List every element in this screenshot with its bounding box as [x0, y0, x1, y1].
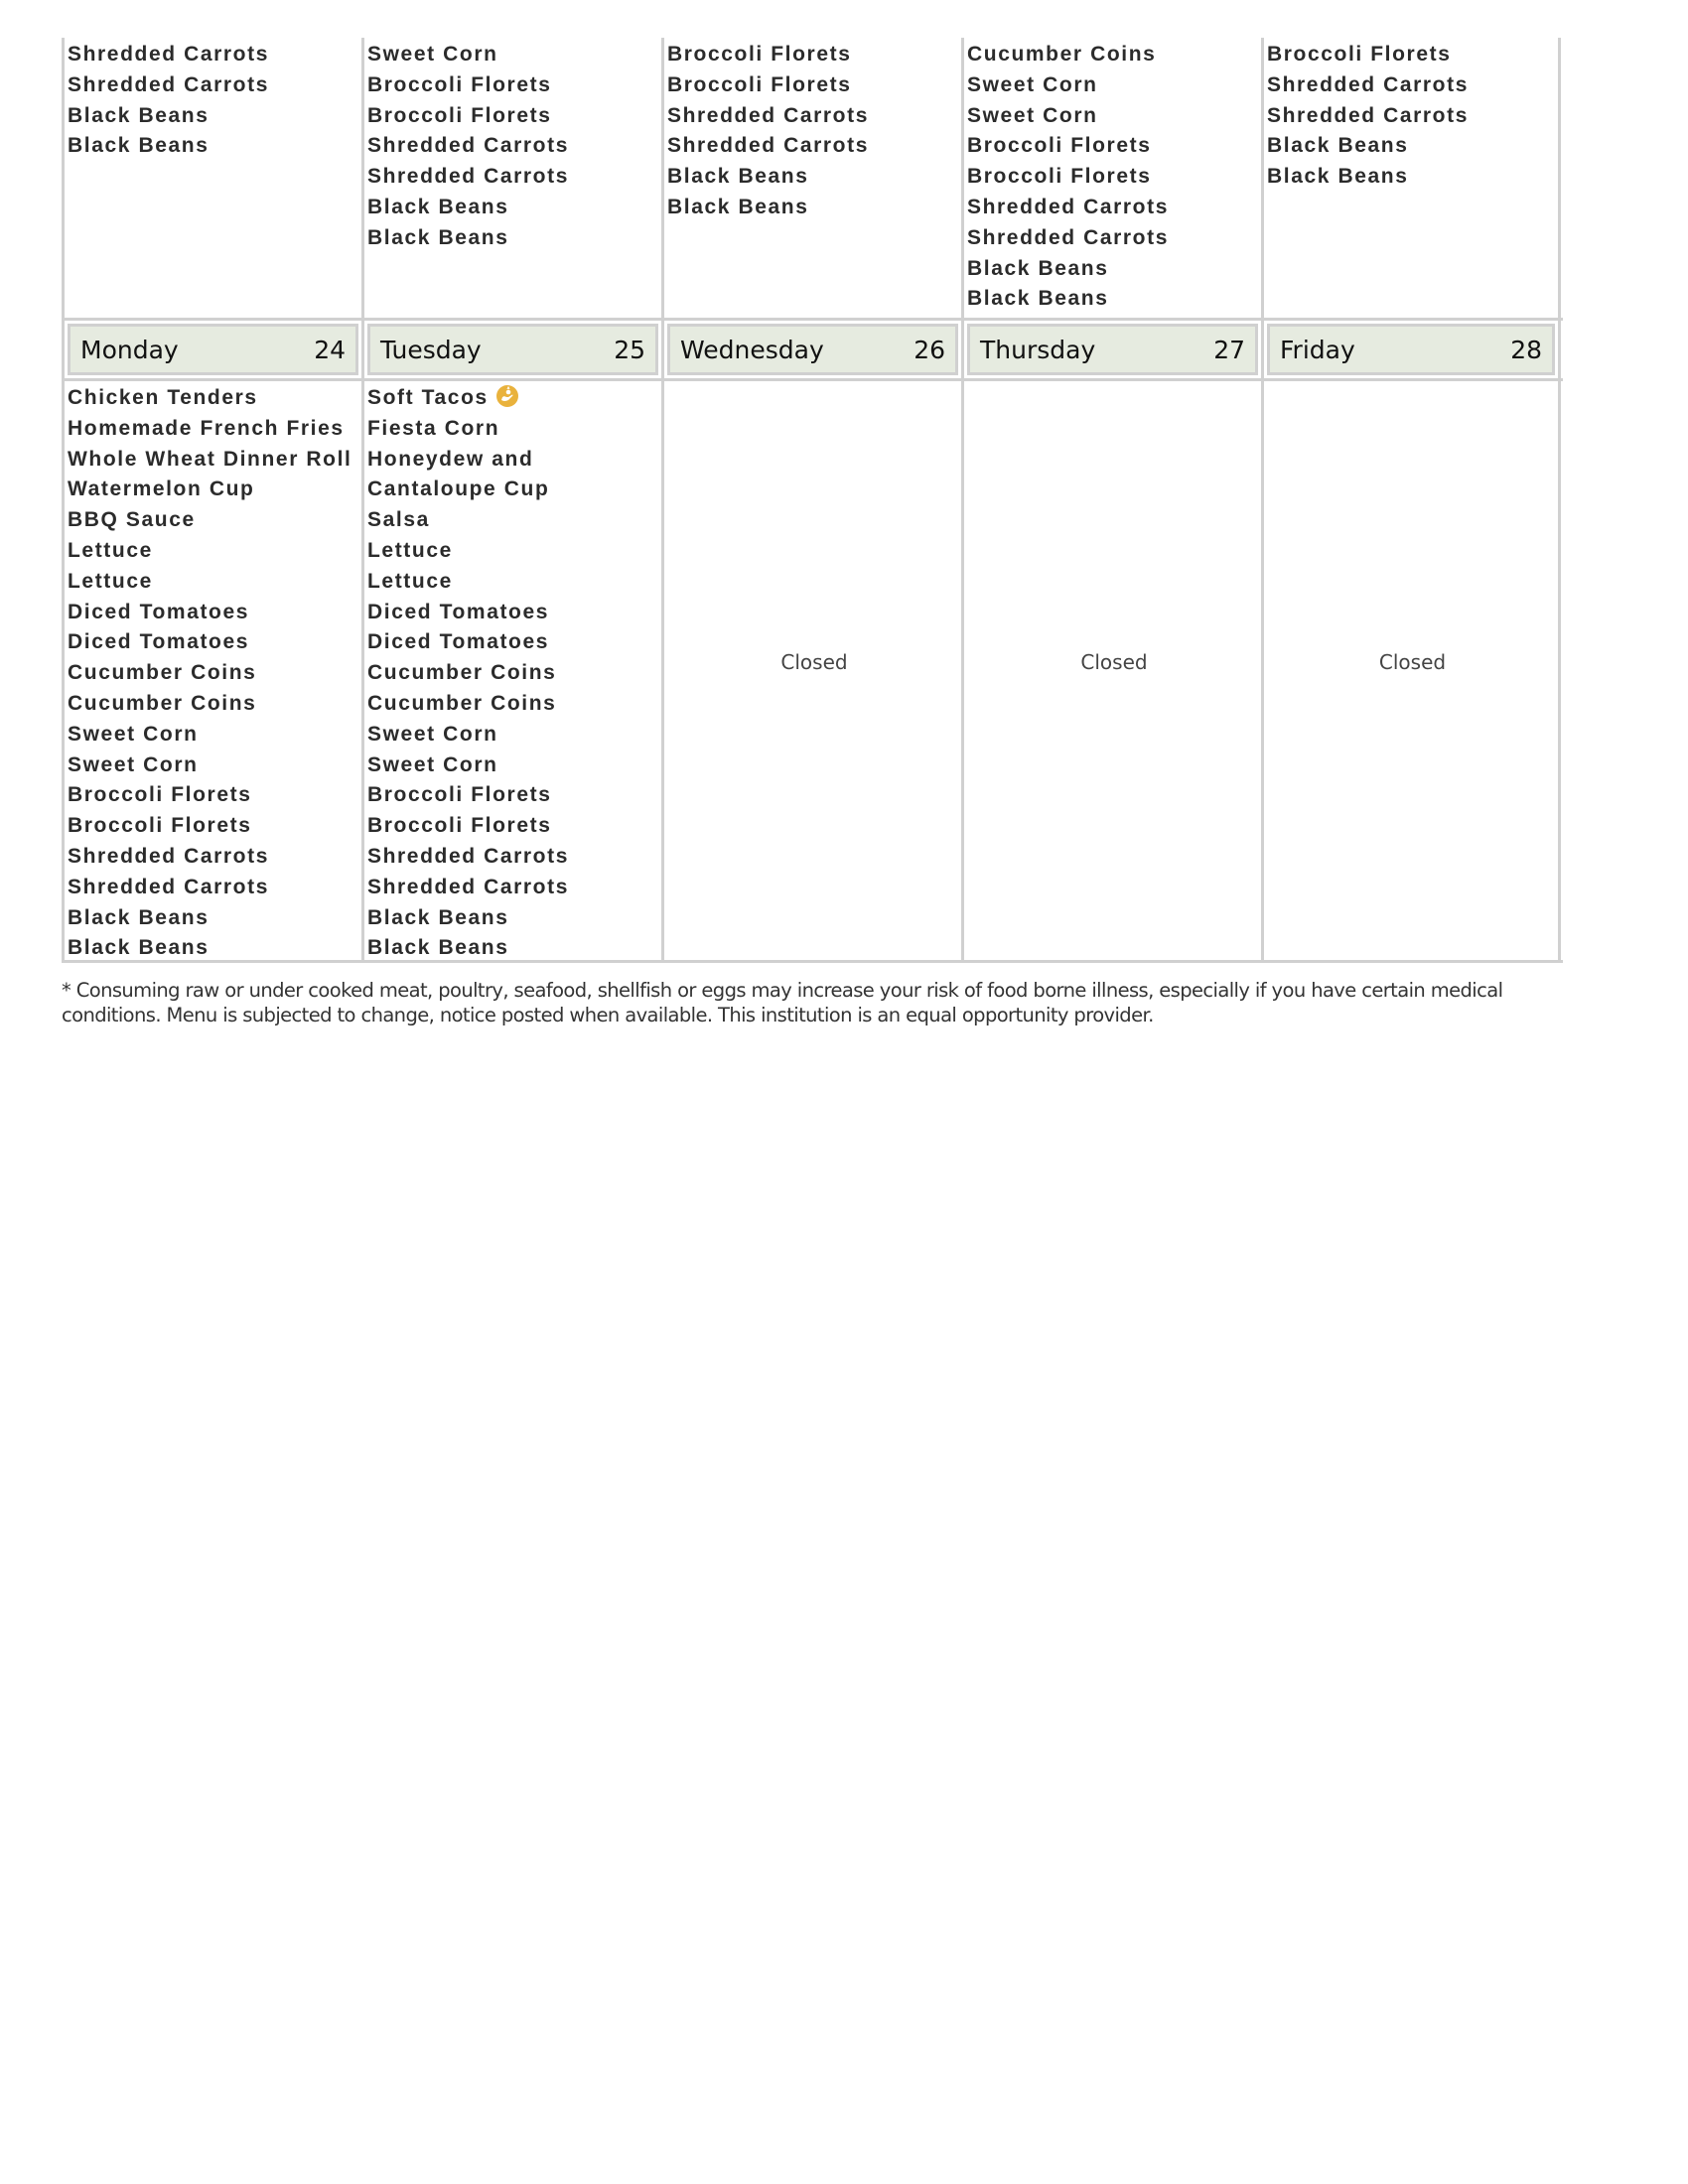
menu-item: Cucumber Coins [68, 691, 257, 715]
menu-item: Whole Wheat Dinner Roll [68, 447, 352, 471]
menu-item: Sweet Corn [967, 72, 1098, 96]
menu-item: Chicken Tenders [68, 386, 258, 409]
menu-item: Broccoli Florets [967, 165, 1152, 189]
day-name: Wednesday [680, 335, 824, 364]
menu-item: Black Beans [667, 195, 809, 218]
day-date: 24 [314, 335, 346, 364]
menu-item: Black Beans [1267, 134, 1409, 158]
closed-status: Closed [1080, 649, 1148, 674]
day-name: Friday [1280, 335, 1355, 364]
menu-item: Sweet Corn [68, 752, 199, 776]
menu-item: Sweet Corn [367, 43, 498, 66]
menu-item: Broccoli Florets [367, 72, 552, 96]
menu-item: Black Beans [1267, 165, 1409, 189]
day-header-wednesday [667, 324, 958, 375]
menu-item: Shredded Carrots [667, 103, 869, 127]
menu-item: Lettuce [68, 538, 153, 562]
menu-item: Sweet Corn [367, 722, 498, 746]
local-farm-icon [496, 385, 518, 407]
menu-item: Lettuce [367, 538, 453, 562]
day-name: Monday [80, 335, 179, 364]
menu-item: Black Beans [367, 225, 509, 249]
menu-item: Shredded Carrots [1267, 103, 1469, 127]
menu-item: Broccoli Florets [367, 103, 552, 127]
menu-item: Diced Tomatoes [68, 600, 250, 623]
day-cell [62, 38, 361, 318]
menu-item: Watermelon Cup [68, 478, 255, 501]
closed-status: Closed [780, 649, 848, 674]
menu-item: Sweet Corn [967, 103, 1098, 127]
day-header-tuesday [367, 324, 658, 375]
day-header-thursday [967, 324, 1258, 375]
day-cell [961, 38, 1261, 318]
menu-item: Diced Tomatoes [68, 630, 250, 654]
menu-item: Salsa [367, 508, 430, 532]
menu-item: Shredded Carrots [1267, 72, 1469, 96]
menu-item: Black Beans [367, 195, 509, 218]
menu-item: Cucumber Coins [367, 661, 557, 685]
menu-item: Shredded Carrots [367, 844, 569, 868]
menu-item: Broccoli Florets [967, 134, 1152, 158]
day-cell-friday [1261, 381, 1561, 960]
menu-item: Broccoli Florets [667, 43, 852, 66]
menu-item: Black Beans [967, 287, 1109, 311]
menu-item: Homemade French Fries [68, 416, 345, 440]
menu-item: Shredded Carrots [367, 134, 569, 158]
previous-week-row [62, 38, 1563, 318]
day-name: Tuesday [380, 335, 482, 364]
day-date: 28 [1510, 335, 1542, 364]
day-cell-monday [62, 381, 361, 960]
day-cell [1261, 38, 1561, 318]
menu-item [367, 383, 661, 414]
menu-item: Shredded Carrots [68, 875, 269, 898]
menu-item: Sweet Corn [367, 752, 498, 776]
menu-item: Sweet Corn [68, 722, 199, 746]
menu-item: Broccoli Florets [367, 783, 552, 807]
menu-item: Diced Tomatoes [367, 600, 550, 623]
day-cell-wednesday [661, 381, 961, 960]
menu-item: Cucumber Coins [967, 43, 1157, 66]
menu-item: Cucumber Coins [68, 661, 257, 685]
menu-item: Broccoli Florets [68, 783, 252, 807]
menu-item-label: Soft Tacos [367, 386, 489, 409]
day-cell-tuesday [361, 381, 661, 960]
day-date: 25 [614, 335, 645, 364]
menu-item: Diced Tomatoes [367, 630, 550, 654]
day-date: 26 [914, 335, 945, 364]
menu-item: Shredded Carrots [367, 165, 569, 189]
week-menu-row [62, 381, 1563, 960]
menu-item: Cucumber Coins [367, 691, 557, 715]
menu-item: Honeydew and [367, 447, 534, 471]
menu-item: Broccoli Florets [667, 72, 852, 96]
menu-item: Black Beans [367, 936, 509, 960]
menu-item: Broccoli Florets [1267, 43, 1452, 66]
menu-item: Lettuce [68, 569, 153, 593]
menu-item: Shredded Carrots [967, 195, 1169, 218]
footnote-disclaimer: * Consuming raw or under cooked meat, poultry, seafood, shellfish or eggs may increase your risk of food borne illness, especially if you have certain medical conditions. Menu is subjected to change, notice posted when available. This institution is an equal opportunity provider. [62, 979, 1503, 1026]
menu-item: Shredded Carrots [667, 134, 869, 158]
menu-item: Black Beans [68, 134, 210, 158]
menu-item: Broccoli Florets [367, 814, 552, 838]
menu-item: Black Beans [68, 103, 210, 127]
menu-item: Black Beans [667, 165, 809, 189]
menu-item: Shredded Carrots [967, 225, 1169, 249]
menu-item: Shredded Carrots [68, 43, 269, 66]
menu-calendar-table [62, 38, 1563, 963]
day-cell [661, 38, 961, 318]
menu-item: Black Beans [68, 905, 210, 929]
day-header-row [62, 318, 1563, 381]
menu-item: Black Beans [367, 905, 509, 929]
menu-item: Black Beans [967, 256, 1109, 280]
day-header-friday [1267, 324, 1555, 375]
day-cell-thursday [961, 381, 1261, 960]
menu-item: BBQ Sauce [68, 508, 196, 532]
menu-item: Black Beans [68, 936, 210, 960]
day-name: Thursday [980, 335, 1096, 364]
menu-item: Shredded Carrots [367, 875, 569, 898]
menu-item: Cantaloupe Cup [367, 478, 550, 501]
menu-item: Lettuce [367, 569, 453, 593]
day-cell [361, 38, 661, 318]
day-date: 27 [1213, 335, 1245, 364]
menu-item: Broccoli Florets [68, 814, 252, 838]
menu-item: Fiesta Corn [367, 416, 500, 440]
day-header-monday [68, 324, 358, 375]
menu-item: Shredded Carrots [68, 844, 269, 868]
closed-status: Closed [1378, 649, 1447, 674]
menu-item: Shredded Carrots [68, 72, 269, 96]
